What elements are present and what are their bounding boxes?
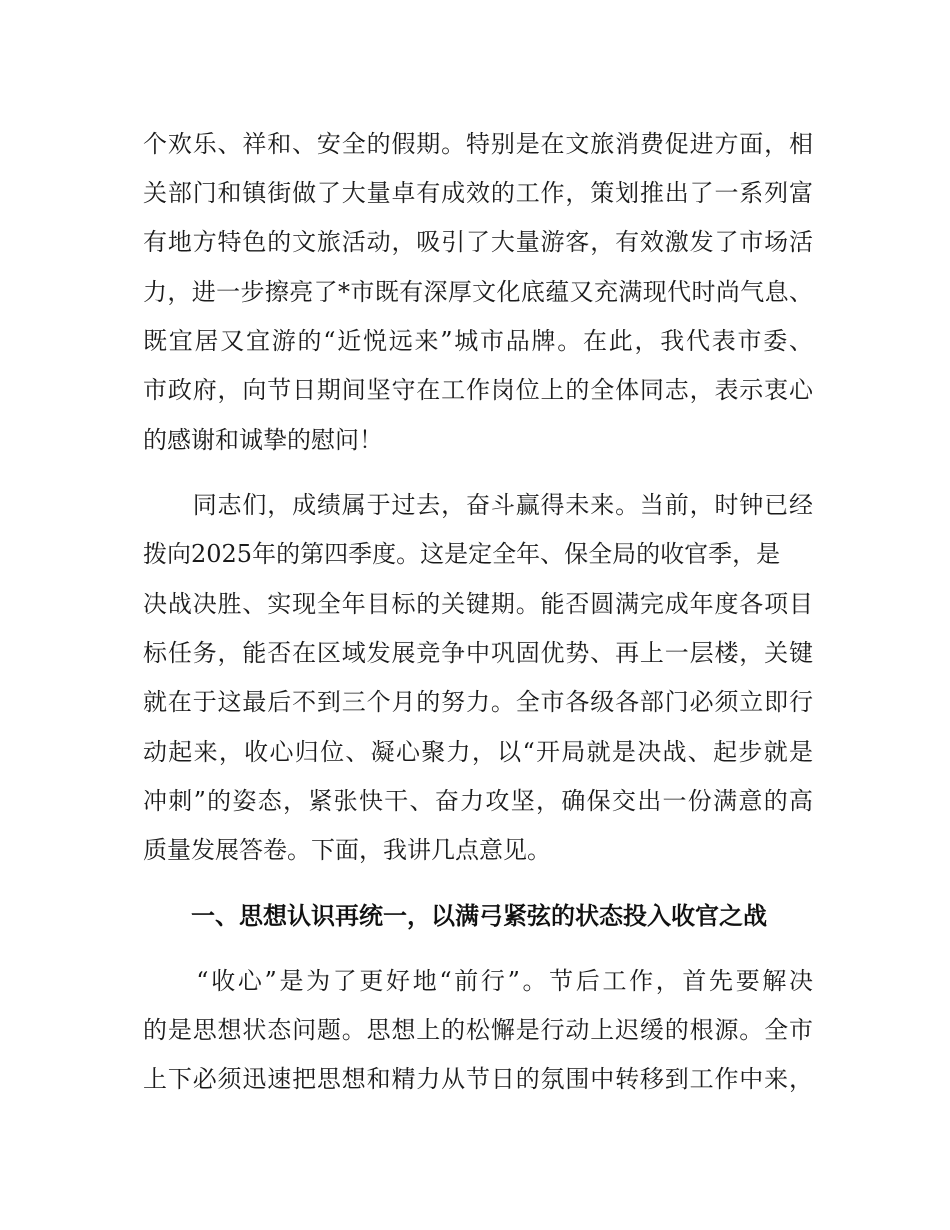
body-text-line: 质量发展答卷。下面，我讲几点意见。	[143, 836, 551, 864]
body-text-line: 拨向2025年的第四季度。这是定全年、保全局的收官季，是	[143, 540, 781, 568]
body-text-line: 上下必须迅速把思想和精力从节日的氛围中转移到工作中来，	[143, 1065, 813, 1093]
body-text-line: 决战决胜、实现全年目标的关键期。能否圆满完成年度各项目	[143, 590, 813, 618]
body-text-line: 冲刺”的姿态，紧张快干、奋力攻坚，确保交出一份满意的高	[143, 787, 813, 815]
body-text-line: 力，进一步擦亮了*市既有深厚文化底蕴又充满现代时尚气息、	[143, 278, 813, 306]
body-text-line: 的是思想状态问题。思想上的松懈是行动上迟缓的根源。全市	[143, 1016, 813, 1044]
body-text-line: “收心”是为了更好地“前行”。节后工作，首先要解决	[143, 967, 813, 995]
body-text-line: 市政府，向节日期间坚守在工作岗位上的全体同志，表示衷心	[143, 376, 813, 404]
body-text-line: 的感谢和诚挚的慰问！	[143, 426, 383, 454]
body-text-line: 个欢乐、祥和、安全的假期。特别是在文旅消费促进方面，相	[143, 130, 813, 158]
body-text-line: 就在于这最后不到三个月的努力。全市各级各部门必须立即行	[143, 688, 813, 716]
body-text-line: 动起来，收心归位、凝心聚力，以“开局就是决战、起步就是	[143, 738, 813, 766]
body-text-line: 有地方特色的文旅活动，吸引了大量游客，有效激发了市场活	[143, 228, 813, 256]
body-text-line: 同志们，成绩属于过去，奋斗赢得未来。当前，时钟已经	[143, 491, 813, 519]
section-heading: 一、思想认识再统一，以满弓紧弦的状态投入收官之战	[191, 902, 767, 930]
body-text-line: 关部门和镇街做了大量卓有成效的工作，策划推出了一系列富	[143, 179, 813, 207]
body-text-line: 既宜居又宜游的“近悦远来”城市品牌。在此，我代表市委、	[143, 327, 813, 355]
body-text-line: 标任务，能否在区域发展竞争中巩固优势、再上一层楼，关键	[143, 639, 813, 667]
